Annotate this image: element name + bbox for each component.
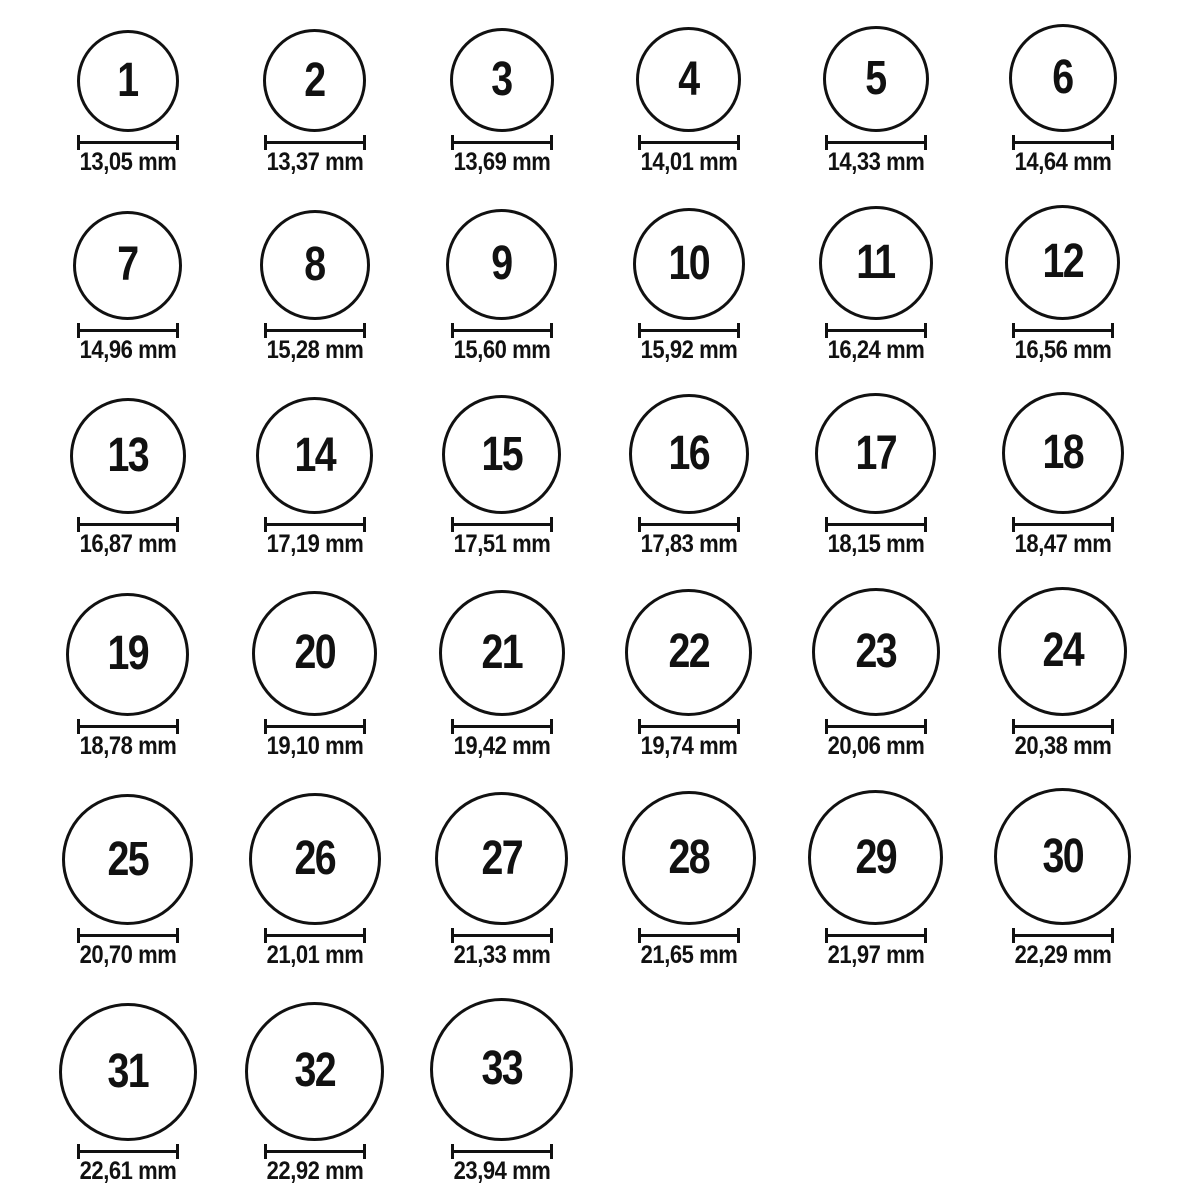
diameter-label: 22,29 mm (1014, 941, 1111, 969)
diameter-line (638, 523, 740, 526)
ring-size-item (782, 790, 969, 970)
ring-circle (442, 395, 561, 514)
ring-size-number: 2 (304, 53, 325, 107)
ring-size-number: 19 (107, 627, 148, 680)
diameter-label: 16,24 mm (827, 335, 924, 364)
ring-size-item (969, 788, 1156, 970)
ring-size-number: 25 (107, 832, 148, 886)
diameter-line (825, 141, 927, 144)
diameter-line (1012, 523, 1114, 526)
diameter-label: 16,56 mm (1014, 335, 1111, 364)
ring-circle (808, 790, 943, 925)
ring-circle (629, 394, 749, 514)
diameter-label: 14,33 mm (827, 148, 924, 176)
ring-size-number: 1 (117, 54, 138, 107)
chart-row (34, 392, 1200, 559)
diameter-line (451, 934, 553, 937)
diameter-label: 14,96 mm (79, 335, 176, 364)
ring-size-item (595, 208, 782, 365)
diameter-line (264, 934, 366, 937)
ring-size-number: 6 (1052, 51, 1073, 104)
ring-circle (435, 792, 568, 925)
ring-size-item (408, 395, 595, 559)
ring-size-item (221, 210, 408, 365)
ring-size-item (34, 398, 221, 559)
diameter-label: 23,94 mm (453, 1156, 550, 1185)
diameter-line (638, 725, 740, 728)
ring-size-item (595, 589, 782, 761)
ring-size-number: 17 (855, 426, 896, 480)
ring-size-number: 27 (481, 831, 522, 885)
ring-size-item (221, 29, 408, 177)
diameter-line (451, 1150, 553, 1153)
diameter-label: 18,78 mm (79, 731, 176, 760)
ring-size-item (221, 591, 408, 761)
ring-circle (245, 1002, 384, 1141)
diameter-line (825, 523, 927, 526)
ring-size-number: 18 (1042, 426, 1083, 479)
ring-size-item (221, 1002, 408, 1186)
ring-size-item (782, 588, 969, 761)
diameter-label: 16,87 mm (79, 530, 176, 558)
diameter-label: 20,38 mm (1014, 731, 1111, 760)
ring-size-number: 13 (107, 429, 148, 482)
ring-circle (430, 998, 573, 1141)
ring-size-item (408, 792, 595, 970)
ring-circle (812, 588, 940, 716)
diameter-line (451, 725, 553, 728)
diameter-line (638, 141, 740, 144)
ring-size-item (408, 590, 595, 761)
diameter-label: 13,37 mm (266, 148, 363, 176)
ring-size-item (34, 30, 221, 177)
diameter-line (1012, 934, 1114, 937)
ring-circle (70, 398, 186, 514)
chart-row (34, 205, 1200, 365)
ring-circle (1005, 205, 1120, 320)
ring-circle (62, 794, 193, 925)
ring-size-item (34, 794, 221, 970)
diameter-line (1012, 329, 1114, 332)
diameter-line (264, 725, 366, 728)
ring-circle (1002, 392, 1124, 514)
ring-size-item (221, 397, 408, 559)
ring-size-number: 7 (117, 238, 138, 291)
ring-size-number: 3 (491, 53, 512, 106)
diameter-label: 14,64 mm (1014, 148, 1111, 176)
ring-size-item (782, 393, 969, 559)
ring-size-item (782, 26, 969, 177)
diameter-label: 22,61 mm (79, 1156, 176, 1185)
diameter-line (638, 934, 740, 937)
diameter-label: 20,06 mm (827, 731, 924, 760)
diameter-label: 21,33 mm (453, 941, 550, 969)
ring-circle (260, 210, 370, 320)
ring-size-number: 33 (481, 1042, 522, 1095)
ring-size-item (408, 28, 595, 177)
ring-circle (249, 793, 381, 925)
ring-size-item (34, 593, 221, 761)
ring-circle (450, 28, 554, 132)
diameter-label: 13,69 mm (453, 148, 550, 176)
diameter-line (1012, 141, 1114, 144)
ring-size-number: 31 (107, 1044, 148, 1098)
diameter-label: 21,65 mm (640, 941, 737, 969)
ring-size-item (221, 793, 408, 970)
ring-size-item (34, 1003, 221, 1186)
ring-size-item (782, 206, 969, 365)
ring-size-item (34, 211, 221, 365)
ring-size-item (969, 24, 1156, 177)
diameter-line (77, 523, 179, 526)
diameter-line (77, 725, 179, 728)
ring-size-number: 12 (1042, 235, 1083, 288)
diameter-label: 17,83 mm (640, 530, 737, 558)
ring-size-number: 11 (856, 235, 895, 289)
diameter-line (264, 141, 366, 144)
diameter-label: 20,70 mm (79, 941, 176, 969)
ring-circle (252, 591, 377, 716)
ring-circle (66, 593, 189, 716)
ring-size-number: 26 (294, 832, 335, 885)
diameter-line (77, 329, 179, 332)
ring-size-number: 29 (855, 830, 896, 884)
diameter-line (77, 1150, 179, 1153)
diameter-line (638, 329, 740, 332)
diameter-label: 15,28 mm (266, 335, 363, 364)
ring-size-number: 24 (1042, 624, 1083, 677)
chart-row (34, 587, 1200, 761)
diameter-line (77, 141, 179, 144)
diameter-line (264, 523, 366, 526)
ring-size-number: 28 (668, 831, 709, 884)
ring-size-item (408, 209, 595, 365)
diameter-label: 15,92 mm (640, 335, 737, 364)
diameter-line (825, 329, 927, 332)
diameter-line (825, 725, 927, 728)
ring-circle (263, 29, 366, 132)
diameter-label: 14,01 mm (640, 148, 737, 176)
ring-circle (256, 397, 373, 514)
ring-size-item (595, 791, 782, 970)
ring-size-number: 4 (678, 52, 699, 106)
diameter-label: 21,97 mm (827, 941, 924, 969)
ring-size-item (595, 27, 782, 177)
ring-size-number: 23 (855, 624, 896, 678)
chart-row (34, 24, 1200, 177)
diameter-label: 22,92 mm (266, 1156, 363, 1185)
diameter-label: 19,10 mm (266, 731, 363, 760)
ring-size-number: 14 (294, 428, 335, 482)
diameter-label: 13,05 mm (79, 148, 176, 176)
ring-size-number: 5 (865, 52, 886, 105)
ring-circle (823, 26, 929, 132)
ring-size-number: 9 (491, 237, 512, 290)
ring-circle (77, 30, 179, 132)
ring-size-number: 20 (294, 626, 335, 679)
ring-circle (1009, 24, 1117, 132)
ring-size-item (969, 392, 1156, 559)
diameter-label: 21,01 mm (266, 941, 363, 969)
ring-size-item (969, 587, 1156, 761)
ring-circle (815, 393, 936, 514)
ring-circle (998, 587, 1127, 716)
diameter-label: 17,51 mm (453, 530, 550, 558)
ring-circle (625, 589, 752, 716)
ring-circle (633, 208, 745, 320)
diameter-line (825, 934, 927, 937)
ring-circle (59, 1003, 197, 1141)
ring-circle (439, 590, 565, 716)
ring-circle (73, 211, 182, 320)
chart-row (34, 788, 1200, 970)
ring-size-number: 16 (668, 427, 709, 480)
diameter-label: 15,60 mm (453, 335, 550, 364)
ring-circle (622, 791, 756, 925)
diameter-label: 19,42 mm (453, 731, 550, 760)
diameter-line (264, 1150, 366, 1153)
diameter-line (451, 141, 553, 144)
ring-size-number: 10 (668, 236, 709, 290)
diameter-line (77, 934, 179, 937)
ring-size-number: 22 (668, 625, 709, 678)
diameter-line (264, 329, 366, 332)
diameter-label: 18,15 mm (827, 530, 924, 558)
ring-size-number: 32 (294, 1044, 335, 1097)
diameter-line (451, 329, 553, 332)
ring-size-item (595, 394, 782, 559)
ring-size-number: 15 (481, 427, 522, 481)
diameter-line (1012, 725, 1114, 728)
ring-circle (446, 209, 557, 320)
ring-size-number: 8 (304, 237, 325, 291)
ring-circle (819, 206, 933, 320)
diameter-label: 17,19 mm (266, 530, 363, 558)
ring-size-item (969, 205, 1156, 365)
diameter-label: 19,74 mm (640, 731, 737, 760)
ring-size-number: 30 (1042, 829, 1083, 883)
diameter-line (451, 523, 553, 526)
ring-size-number: 21 (481, 625, 522, 679)
ring-circle (994, 788, 1131, 925)
chart-row (34, 998, 1200, 1186)
ring-size-item (408, 998, 595, 1186)
diameter-label: 18,47 mm (1014, 530, 1111, 558)
ring-circle (636, 27, 741, 132)
